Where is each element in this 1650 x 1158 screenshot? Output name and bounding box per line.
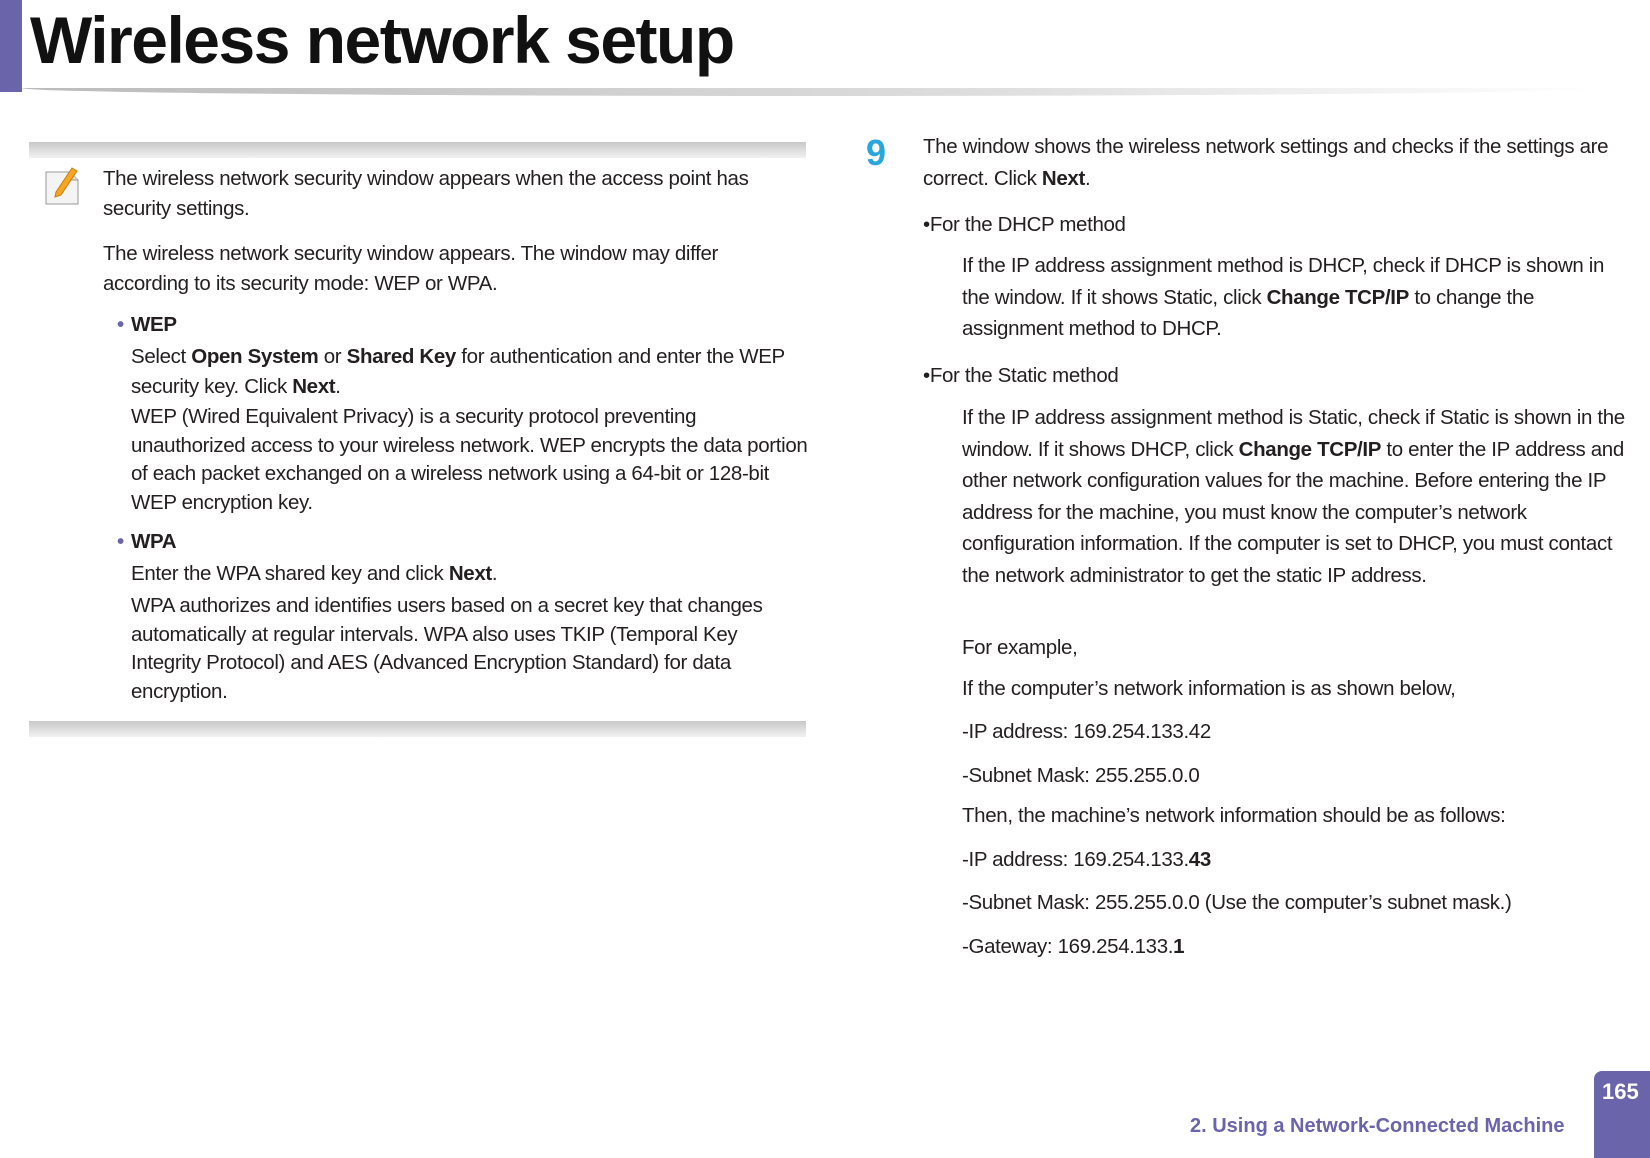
dhcp-heading: •For the DHCP method — [923, 213, 1126, 236]
chapter-tab — [0, 0, 22, 92]
computer-mask: -Subnet Mask: 255.255.0.0 — [962, 764, 1200, 787]
wep-instruction: Select Open System or Shared Key for authentication and enter the WEP security key. Click Next. — [131, 345, 785, 398]
wpa-description: WPA authorizes and identifies users based on a secret key that changes automatically at regular intervals. WPA also uses TKIP (Temporal Key Integrity Protocol) and AES (Advanced Encryption Standard) for data encryption. — [131, 594, 763, 703]
example-label: For example, — [962, 636, 1078, 659]
computer-info: If the computer’s network information is as shown below, — [962, 677, 1456, 700]
step-text: The window shows the wireless network settings and checks if the settings are correct. Click Next. — [923, 135, 1609, 190]
wpa-instruction: Enter the WPA shared key and click Next. — [131, 562, 498, 585]
page-title: Wireless network setup — [30, 3, 734, 77]
static-heading: •For the Static method — [923, 364, 1119, 387]
wpa-heading: • WPA — [117, 530, 177, 553]
wpa-title: WPA — [131, 530, 177, 553]
note-intro: The wireless network security window appears when the access point has security settings. — [103, 167, 749, 220]
machine-mask: -Subnet Mask: 255.255.0.0 (Use the computer’s subnet mask.) — [962, 891, 1512, 914]
chapter-footer: 2. Using a Network-Connected Machine — [1190, 1115, 1565, 1137]
machine-ip: -IP address: 169.254.133.43 — [962, 848, 1211, 871]
wep-heading: • WEP — [117, 313, 177, 336]
static-text: If the IP address assignment method is Static, check if Static is shown in the window. If it shows DHCP, click Change TCP/IP to enter the IP address and other network configuration values for the machine. Before entering the IP address for the machine, you must know the computer’s network configuration information. If the computer is set to DHCP, you must contact the network administrator to get the static IP address. — [962, 406, 1625, 587]
wep-description: WEP (Wired Equivalent Privacy) is a security protocol preventing unauthorized access to your wireless network. WEP encrypts the data portion of each packet exchanged on a wireless network using a 64-bit or 128-bit WEP encryption key. — [131, 405, 808, 514]
note-pencil-icon — [44, 164, 82, 211]
page-number: 165 — [1594, 1071, 1650, 1158]
note-paragraph: The wireless network security window appears. The window may differ according to its security mode: WEP or WPA. — [103, 242, 718, 295]
title-underline — [22, 88, 1602, 96]
wep-title: WEP — [131, 313, 177, 336]
computer-ip: -IP address: 169.254.133.42 — [962, 720, 1211, 743]
step-number: 9 — [866, 132, 887, 173]
machine-gateway: -Gateway: 169.254.133.1 — [962, 935, 1185, 958]
machine-info: Then, the machine’s network information should be as follows: — [962, 804, 1506, 827]
dhcp-text: If the IP address assignment method is DHCP, check if DHCP is shown in the window. If it shows Static, click Change TCP/IP to change the assignment method to DHCP. — [962, 254, 1605, 340]
note-top-bar — [29, 142, 806, 158]
note-bottom-bar — [29, 721, 806, 737]
